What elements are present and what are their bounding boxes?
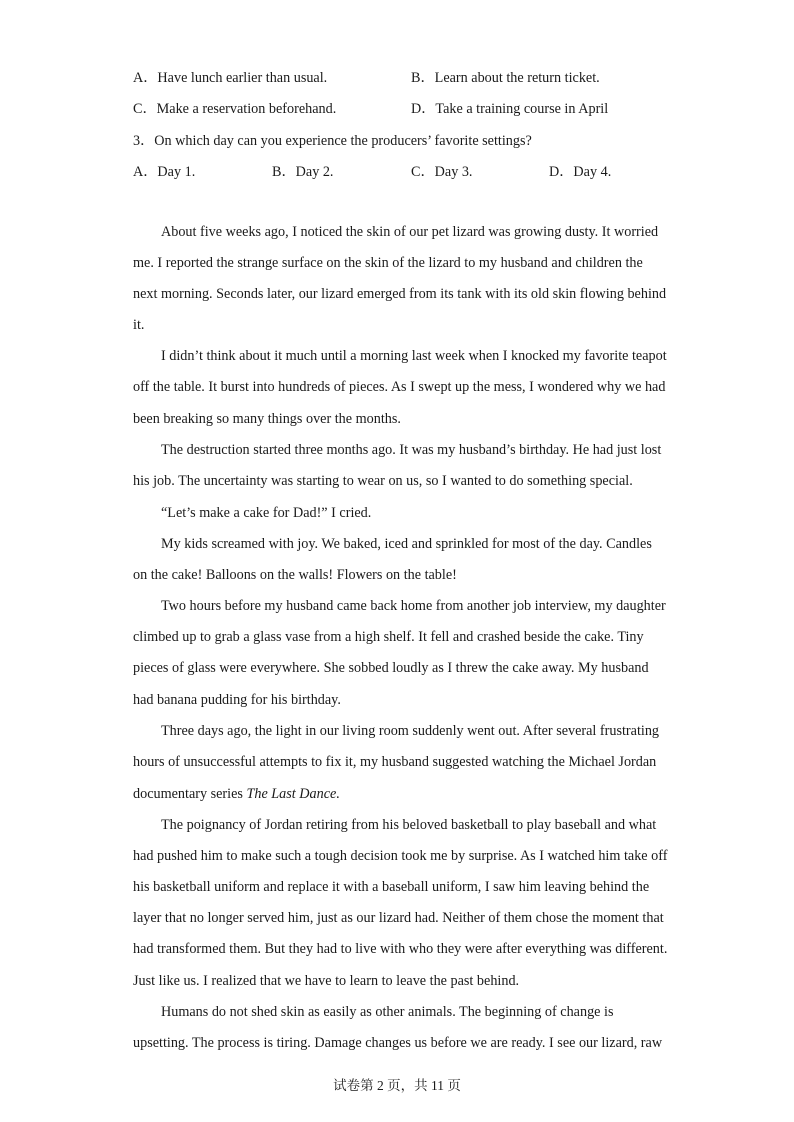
q3-question: 3．On which day can you experience the producers’ favorite settings?	[133, 133, 532, 149]
paragraph-7-line-3-text: documentary series	[133, 786, 247, 802]
q3-option-c: C．Day 3.	[411, 164, 473, 180]
paragraph-2-line-2: off the table. It burst into hundreds of pieces. As I swept up the mess, I wondered why we had	[133, 379, 666, 395]
paragraph-7-line-3	[133, 786, 340, 803]
q2-option-a: A．Have lunch earlier than usual.	[133, 70, 328, 86]
paragraph-6-line-1: Two hours before my husband came back home from another job interview, my daughter	[161, 598, 666, 614]
q3-option-a: A．Day 1.	[133, 164, 196, 180]
paragraph-8-line-1: The poignancy of Jordan retiring from his beloved basketball to play baseball and what	[161, 817, 657, 833]
page-footer: 试卷第 2 页，共 11 页	[333, 1078, 461, 1093]
paragraph-1-line-4: it.	[133, 317, 145, 333]
paragraph-3-line-1: The destruction started three months ago. It was my husband’s birthday. He had just lost	[161, 442, 662, 458]
paragraph-9-line-1: Humans do not shed skin as easily as other animals. The beginning of change is	[161, 1004, 614, 1020]
paragraph-8-line-2: had pushed him to make such a tough decision took me by surprise. As I watched him take off	[133, 848, 668, 864]
documentary-title: The Last Dance.	[246, 786, 340, 802]
paragraph-4: “Let’s make a cake for Dad!” I cried.	[161, 505, 372, 521]
q2-option-d: D．Take a training course in April	[411, 101, 609, 117]
paragraph-6-line-2: climbed up to grab a glass vase from a high shelf. It fell and crashed beside the cake. Tiny	[133, 629, 644, 645]
paragraph-6-line-3: pieces of glass were everywhere. She sobbed loudly as I threw the cake away. My husband	[133, 660, 649, 676]
paragraph-8-line-4: layer that no longer served him, just as our lizard had. Neither of them chose the moment that	[133, 910, 664, 926]
paragraph-1-line-1: About five weeks ago, I noticed the skin of our pet lizard was growing dusty. It worried	[161, 224, 659, 240]
q3-option-b: B．Day 2.	[272, 164, 334, 180]
paragraph-2-line-1: I didn’t think about it much until a morning last week when I knocked my favorite teapot	[161, 348, 667, 364]
paragraph-1-line-2: me. I reported the strange surface on the skin of the lizard to my husband and children the	[133, 255, 643, 271]
paragraph-7-line-2: hours of unsuccessful attempts to fix it, my husband suggested watching the Michael Jordan	[133, 754, 657, 770]
paragraph-6-line-4: had banana pudding for his birthday.	[133, 692, 341, 708]
paragraph-8-line-6: Just like us. I realized that we have to learn to leave the past behind.	[133, 973, 520, 989]
paragraph-8-line-3: his basketball uniform and replace it with a baseball uniform, I saw him leaving behind the	[133, 879, 650, 895]
paragraph-5-line-2: on the cake! Balloons on the walls! Flowers on the table!	[133, 567, 457, 583]
paragraph-2-line-3: been breaking so many things over the months.	[133, 411, 401, 427]
q2-option-c: C．Make a reservation beforehand.	[133, 101, 337, 117]
paragraph-5-line-1: My kids screamed with joy. We baked, iced and sprinkled for most of the day. Candles	[161, 536, 652, 552]
paragraph-9-line-2: upsetting. The process is tiring. Damage changes us before we are ready. I see our lizard, raw	[133, 1035, 663, 1051]
q3-option-d: D．Day 4.	[549, 164, 612, 180]
paragraph-3-line-2: his job. The uncertainty was starting to wear on us, so I wanted to do something special.	[133, 473, 633, 489]
paragraph-7-line-1: Three days ago, the light in our living room suddenly went out. After several frustrating	[161, 723, 660, 739]
q2-option-b: B．Learn about the return ticket.	[411, 70, 600, 86]
paragraph-8-line-5: had transformed them. But they had to live with who they were after everything was different.	[133, 941, 668, 957]
paragraph-1-line-3: next morning. Seconds later, our lizard emerged from its tank with its old skin flowing behind	[133, 286, 667, 302]
